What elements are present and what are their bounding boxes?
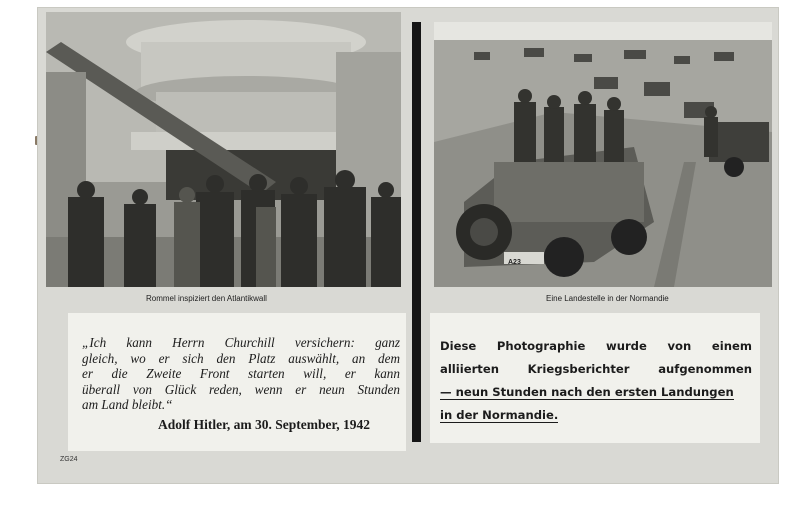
info-box [430,313,760,443]
photo-normandie-landestelle [434,22,772,287]
info-word: von [667,339,692,353]
info-line-2 [440,358,752,381]
info-word: alliierten [440,362,499,376]
quote-box [68,313,406,451]
leaflet-sheet [38,8,778,483]
vehicle-marking: A23 [508,259,521,266]
quote-line-2: gleich, wo er sich den Platz auswählt, an dem [82,350,400,366]
info-underlined-4: in der Normandie. [440,408,559,422]
info-underlined-3: — neun Stunden nach den ersten Landungen [440,385,734,399]
info-line-1 [440,335,752,358]
quote-source: Adolf Hitler, am 30. September, 1942 [158,417,370,432]
info-word: Photographie [496,339,586,353]
center-divider [412,22,421,442]
info-word: wurde [605,339,647,353]
photo-rommel-atlantikwall [46,12,401,287]
quote-line-5: am Land bleibt.“ [82,397,173,412]
leaflet-code: ZG24 [60,456,78,463]
normandy-photo-illustration [434,22,772,287]
info-line-3 [440,381,752,404]
info-word: aufgenommen [658,362,752,376]
quote-line-3: er die Zweite Front starten will, er kann [82,366,400,381]
photo-info-text [440,335,752,427]
quote-line-1: „Ich kann Herrn Churchill versichern: ganz [82,335,400,350]
info-word: einem [711,339,752,353]
caption-right: Eine Landestelle in der Normandie [546,294,669,303]
rommel-photo-illustration [46,12,401,287]
hitler-quote [82,335,400,413]
info-word: Diese [440,339,477,353]
quote-line-4: überall von Glück reden, wenn er neun Stunden [82,381,400,397]
caption-left: Rommel inspiziert den Atlantikwall [146,294,267,303]
info-word: Kriegsberichter [527,362,630,376]
info-line-4 [440,404,752,427]
